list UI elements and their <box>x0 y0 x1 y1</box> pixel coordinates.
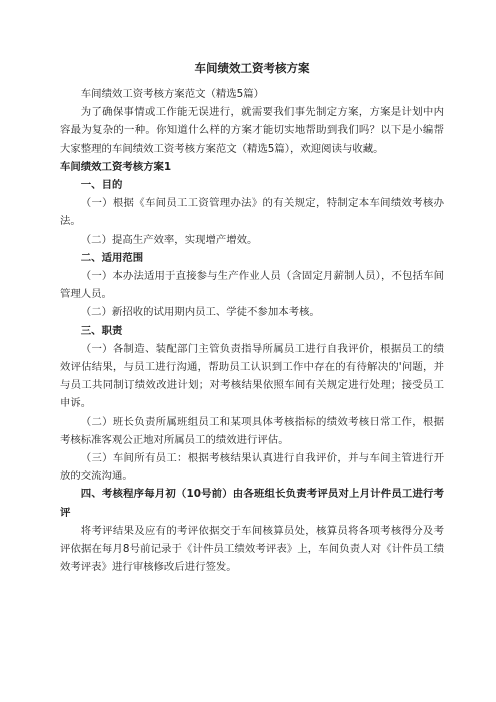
paragraph: （二）提高生产效率，实现增产增效。 <box>80 233 258 246</box>
document-page <box>60 60 444 576</box>
section-heading: 四、考核程序每月初（10号前）由各班组长负责考评员对上月计件员工进行考评 <box>60 488 444 519</box>
paragraph: （一）本办法适用于直接参与生产作业人员（含固定月薪制人员），不包括车间管理人员。 <box>60 270 444 301</box>
paragraph: 将考评结果及应有的考评依据交于车间核算员处，核算员将各项考核得分及考评依据在每月8号前记录于《计件员工绩效考评表》上，车间负责人对《计件员工绩效考评表》进行审核修改后进行签发。 <box>60 524 444 574</box>
paragraph: （三）车间所有员工：根据考核结果认真进行自我评价，并与车间主管进行开放的交流沟通。 <box>60 452 444 483</box>
document-body <box>60 85 444 576</box>
paragraph: （二）班长负责所属班组员工和某项具体考核指标的绩效考核日常工作，根据考核标准客观公正地对所属员工的绩效进行评估。 <box>60 415 444 446</box>
paragraph: （一）各制造、装配部门主管负责指导所属员工进行自我评价，根据员工的绩效评估结果，与员工进行沟通，帮助员工认识到工作中存在的有待解决的'问题，并与员工共同制订绩效改进计划；对考核结果依照车间有关规定进行处理；接受员工申诉。 <box>60 342 444 410</box>
section-heading: 车间绩效工资考核方案1 <box>60 160 172 173</box>
paragraph: （二）新招收的试用期内员工、学徒不参加本考核。 <box>80 306 320 319</box>
section-heading: 三、职责 <box>80 324 123 337</box>
section-heading: 一、目的 <box>80 179 123 192</box>
document-title: 车间绩效工资考核方案 <box>194 61 310 75</box>
paragraph: 为了确保事情或工作能无误进行，就需要我们事先制定方案，方案是计划中内容最为复杂的一种。你知道什么样的方案才能切实地帮助到我们吗？以下是小编帮大家整理的车间绩效工资考核方案范文（精选5篇），欢迎阅读与收藏。 <box>60 106 444 155</box>
section-heading: 二、适用范围 <box>80 251 144 264</box>
paragraph: （一）根据《车间员工工资管理办法》的有关规定，特制定本车间绩效考核办法。 <box>60 197 444 228</box>
paragraph: 车间绩效工资考核方案范文（精选5篇） <box>80 88 265 100</box>
